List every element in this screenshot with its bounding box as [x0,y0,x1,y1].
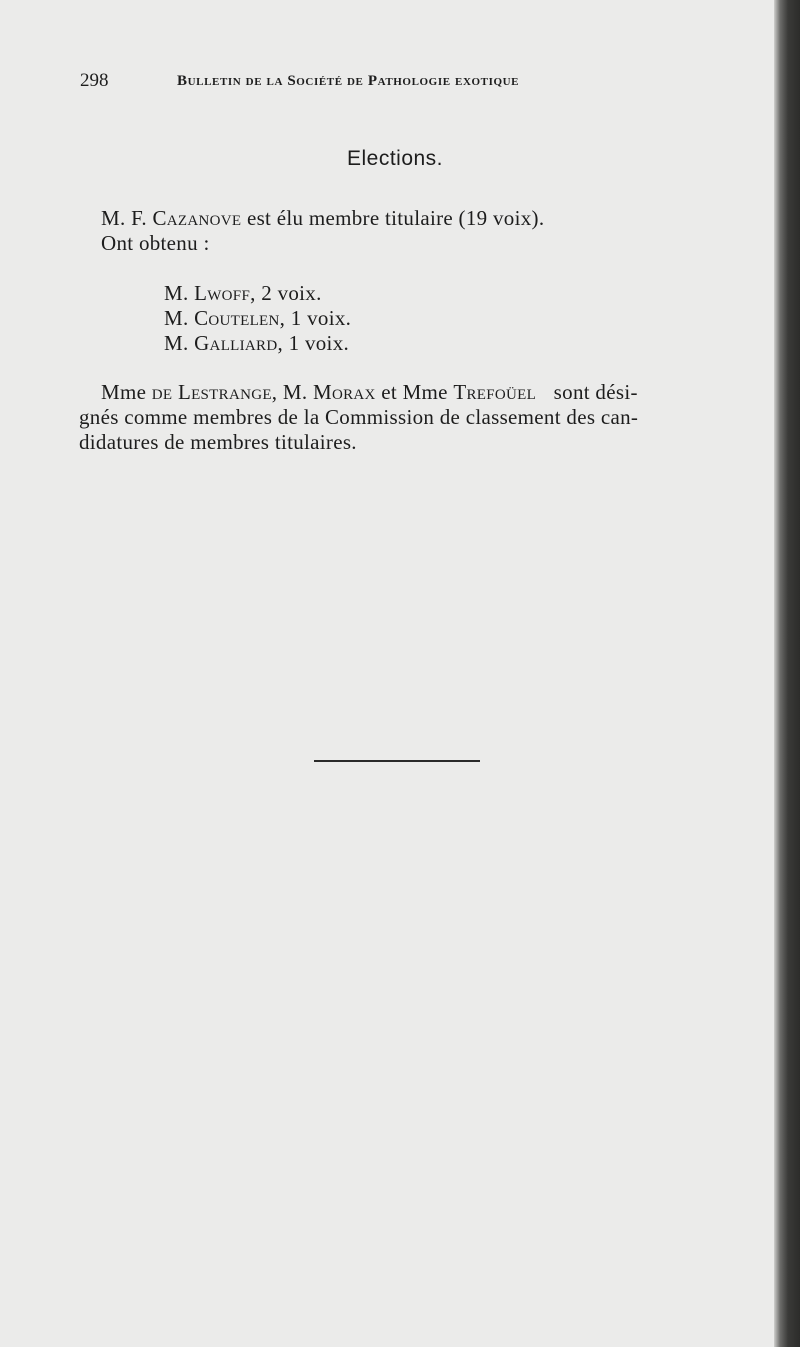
candidate-prefix: M. [164,281,189,305]
elected-name: Cazanove [152,206,242,230]
member-name: Morax [313,380,376,404]
member-name: de Lestrange, [151,380,278,404]
commission-text: Mme [101,380,147,404]
member-name: Trefoüel [453,380,537,404]
commission-line-3: didatures de membres titulaires. [79,430,357,454]
page-header [80,70,640,100]
elected-member-line [101,206,544,231]
commission-text: sont dési- [553,380,638,404]
candidate-prefix: M. [164,331,189,355]
others-intro: Ont obtenu : [101,231,210,255]
candidate-name: Lwoff, [194,281,256,305]
candidate-votes: 2 voix. [261,281,322,305]
commission-text: M. [282,380,308,404]
running-title: Bulletin de la Société de Pathologie exotique [177,73,520,89]
closing-rule [314,760,480,762]
section-title: Elections. [346,147,444,170]
commission-line-1 [101,380,638,405]
page-number: 298 [80,70,109,91]
commission-line-2: gnés comme membres de la Commission de classement des can- [79,405,639,429]
candidate-name: Coutelen, [194,306,286,330]
candidate-votes: 1 voix. [288,331,350,355]
candidate-prefix: M. [164,306,189,330]
candidate-line [164,281,322,306]
page-binding-edge [774,0,800,1347]
candidate-line [164,306,351,331]
candidate-line [164,331,349,356]
elected-suffix: est élu membre titulaire (19 voix). [246,206,545,230]
candidate-votes: 1 voix. [290,306,352,330]
elected-prefix: M. F. [101,206,147,230]
candidate-name: Galliard, [194,331,284,355]
commission-text: et Mme [381,380,448,404]
